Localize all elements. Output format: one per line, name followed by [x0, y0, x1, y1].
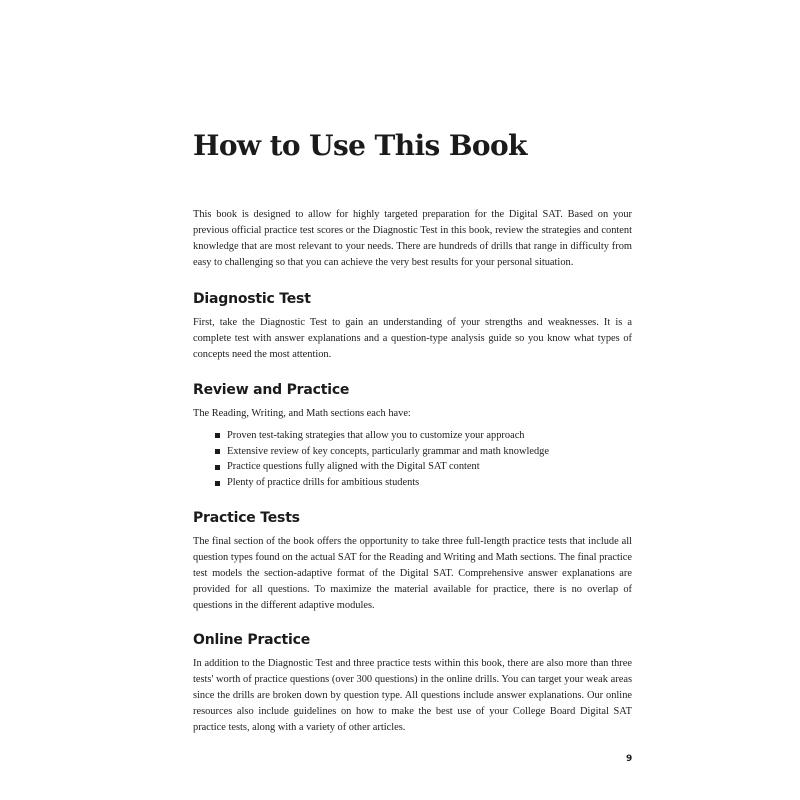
list-item-text: Plenty of practice drills for ambitious students: [227, 477, 420, 489]
list-item: [193, 444, 632, 460]
square-bullet-icon: [215, 481, 220, 486]
section-paragraph: The Reading, Writing, and Math sections each have:: [193, 407, 411, 419]
section-practice-tests: [193, 507, 632, 613]
bullet-list: [193, 428, 632, 491]
page-title: How to Use This Book: [193, 129, 527, 162]
list-item: [193, 475, 632, 491]
section-paragraph: In addition to the Diagnostic Test and three practice tests within this book, there are also more than three tests' worth of practice questions (over 300 questions) in the online drills. You can target your weak areas since the drills are broken down by question type. All questions include answer explanations. Our online resources also include guidelines on how to make the best use of your College Board Digital SAT practice tests, along with a variety of other articles.: [193, 658, 632, 733]
list-item-text: Extensive review of key concepts, particularly grammar and math knowledge: [227, 445, 549, 457]
page-content: [193, 207, 632, 736]
intro-paragraph: This book is designed to allow for highly targeted preparation for the Digital SAT. Based on your previous official practice test scores or the Diagnostic Test in this book, review the strategies and content knowledge that are most relevant to your needs. There are hundreds of drills that range in difficulty from easy to challenging so that you can achieve the very best results for your personal situation.: [193, 209, 632, 268]
page-number: 9: [626, 754, 633, 764]
list-item-text: Practice questions fully aligned with the Digital SAT content: [227, 461, 480, 473]
square-bullet-icon: [215, 465, 220, 470]
list-item: [193, 428, 632, 444]
list-item-text: Proven test-taking strategies that allow you to customize your approach: [227, 429, 525, 441]
book-page: [193, 0, 632, 800]
square-bullet-icon: [215, 433, 220, 438]
section-review-and-practice: [193, 379, 632, 491]
section-paragraph: The final section of the book offers the opportunity to take three full-length practice tests that include all question types found on the actual SAT for the Reading and Writing and Math sections. The final practice test models the section-adaptive format of the Digital SAT. Comprehensive answer explanations are provided for all questions. To maximize the material available for practice, there is no overlap of questions in the different adaptive modules.: [193, 536, 632, 611]
section-heading: Review and Practice: [193, 381, 350, 398]
section-heading: Online Practice: [193, 632, 310, 649]
section-heading: Diagnostic Test: [193, 291, 311, 308]
section-diagnostic-test: [193, 288, 632, 363]
square-bullet-icon: [215, 449, 220, 454]
section-online-practice: [193, 629, 632, 735]
list-item: [193, 459, 632, 475]
section-paragraph: First, take the Diagnostic Test to gain an understanding of your strengths and weaknesses. It is a complete test with answer explanations and a question-type analysis guide so you know what types of concepts need the most attention.: [193, 317, 632, 361]
section-heading: Practice Tests: [193, 510, 300, 527]
